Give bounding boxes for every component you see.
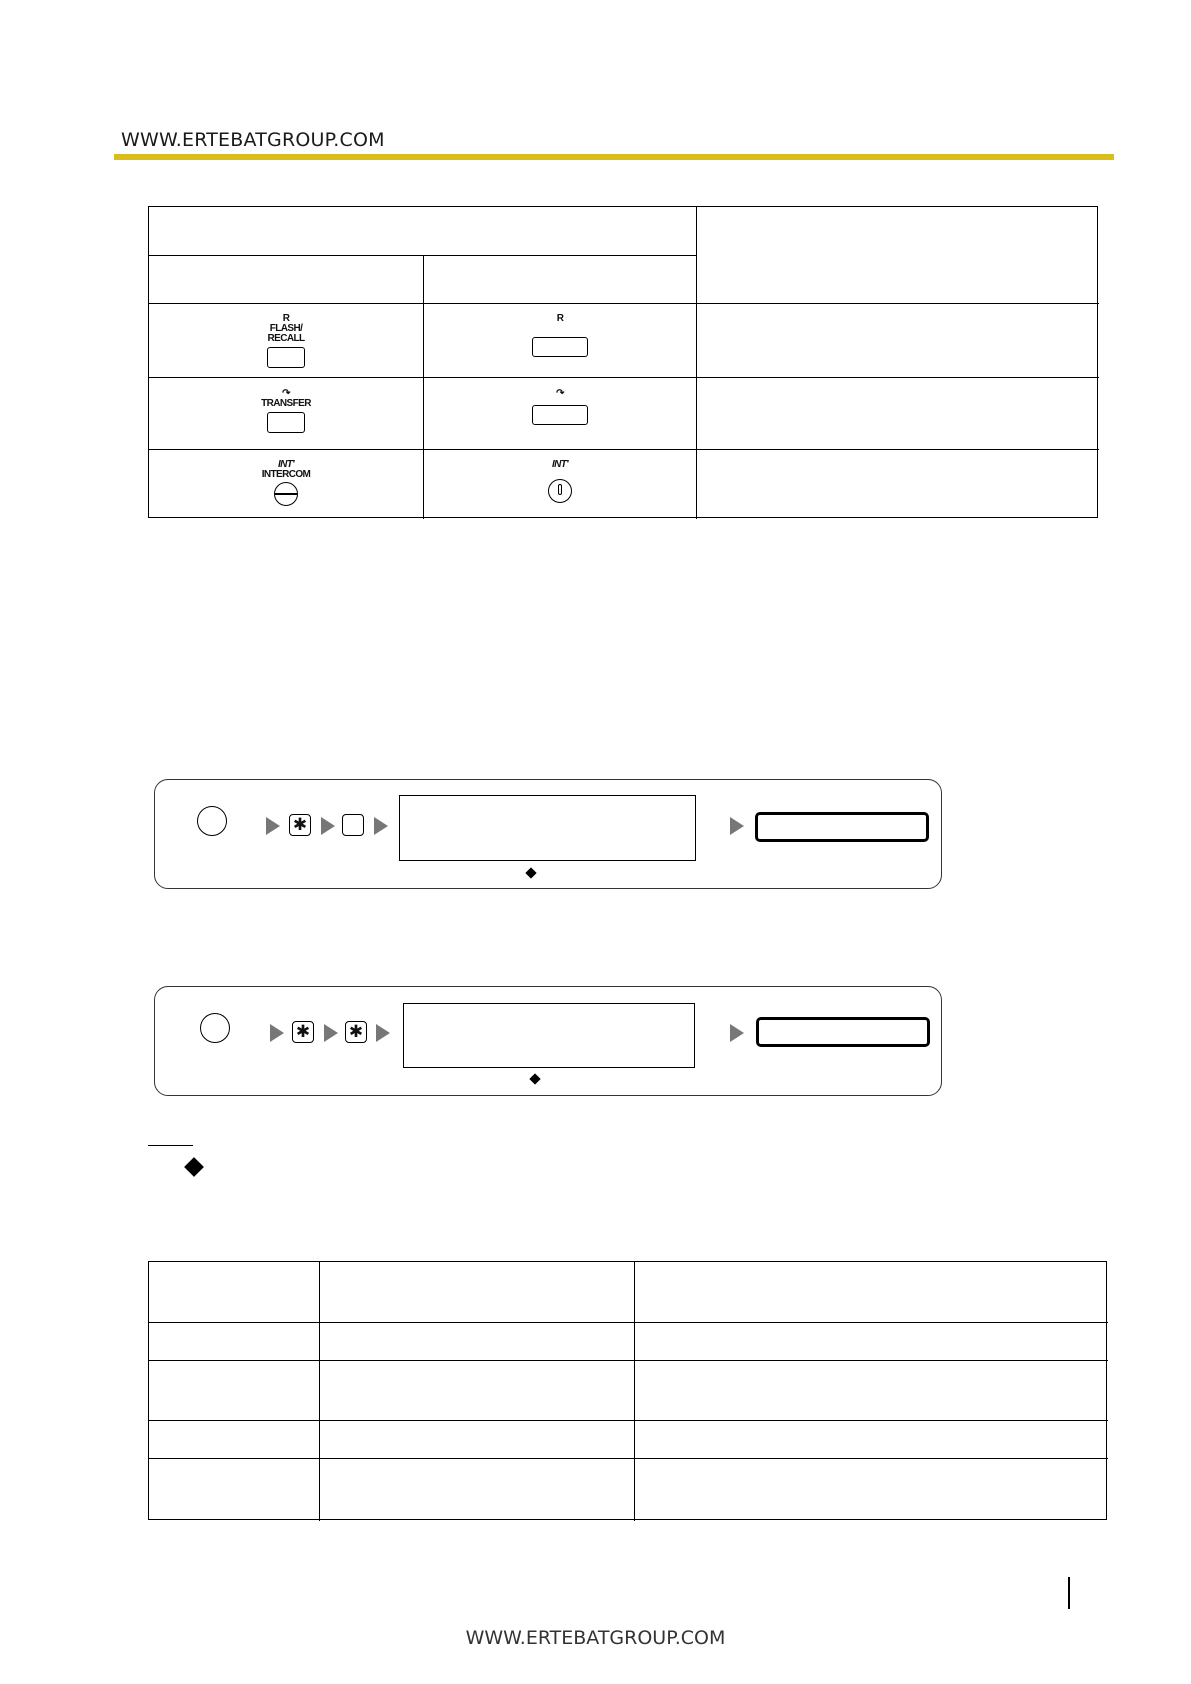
- transfer-button-icon: [532, 405, 588, 425]
- table-divider: [149, 1458, 1108, 1459]
- entry-box: [399, 795, 696, 861]
- intercom-button-icon: [274, 482, 298, 506]
- page-number-rule: [1068, 1577, 1070, 1609]
- triangle-right-icon: [321, 817, 335, 835]
- table-divider: [634, 1262, 635, 1521]
- triangle-right-icon: [266, 817, 280, 835]
- key-label: RECALL: [267, 333, 305, 344]
- entry-box: [403, 1003, 695, 1068]
- flash-recall-key: [149, 314, 423, 368]
- transfer-key: [149, 389, 423, 433]
- diamond-icon: [529, 1073, 540, 1084]
- key-label: FLASH/: [269, 323, 303, 334]
- table-divider: [319, 1262, 320, 1521]
- table-divider: [149, 377, 1099, 378]
- footer-site-link[interactable]: WWW.ERTEBATGROUP.COM: [465, 1627, 726, 1649]
- operation-flow-1: [154, 779, 942, 889]
- settings-table: [148, 1261, 1107, 1520]
- r-button-icon: [532, 337, 588, 357]
- off-hook-circle-icon: [200, 1013, 230, 1043]
- table-divider: [149, 303, 1099, 304]
- key-label: INTERCOM: [261, 469, 311, 480]
- triangle-right-icon: [270, 1024, 284, 1042]
- triangle-right-icon: [730, 1024, 744, 1042]
- table-divider: [149, 1322, 1108, 1323]
- confirmation-tone-box: [755, 812, 929, 842]
- diamond-icon: [184, 1157, 204, 1177]
- transfer-arrow-icon: ↷: [556, 388, 564, 399]
- header-rule: [114, 154, 1114, 160]
- diamond-icon: [525, 867, 536, 878]
- triangle-right-icon: [730, 817, 744, 835]
- transfer-key-alt: [423, 389, 697, 425]
- confirmation-tone-box: [756, 1017, 930, 1047]
- flash-recall-button-icon: [267, 347, 305, 368]
- operation-flow-2: [154, 986, 942, 1096]
- button-correspondence-table: [148, 206, 1098, 518]
- transfer-button-icon: [267, 412, 305, 433]
- key-label: TRANSFER: [261, 398, 311, 409]
- table-divider: [149, 449, 1099, 450]
- table-divider: [149, 1360, 1108, 1361]
- key-label: INT': [277, 459, 295, 470]
- asterisk-key-icon: ✱: [292, 1021, 314, 1043]
- key-label: INT': [551, 459, 569, 470]
- asterisk-key-icon: ✱: [345, 1021, 367, 1043]
- key-label: R: [282, 313, 290, 324]
- r-key: [423, 314, 697, 357]
- asterisk-key-icon: ✱: [289, 814, 311, 836]
- intercom-key: [149, 460, 423, 506]
- triangle-right-icon: [376, 1024, 390, 1042]
- int-button-icon: [548, 479, 572, 503]
- int-key: [423, 460, 697, 503]
- note-rule: [148, 1145, 193, 1146]
- triangle-right-icon: [374, 817, 388, 835]
- key-label: R: [556, 313, 564, 324]
- header-site-link[interactable]: WWW.ERTEBATGROUP.COM: [121, 129, 385, 151]
- dial-key-icon: [342, 814, 364, 836]
- off-hook-circle-icon: [197, 806, 227, 836]
- table-divider: [149, 1420, 1108, 1421]
- transfer-arrow-icon: ↷: [282, 388, 290, 399]
- triangle-right-icon: [324, 1024, 338, 1042]
